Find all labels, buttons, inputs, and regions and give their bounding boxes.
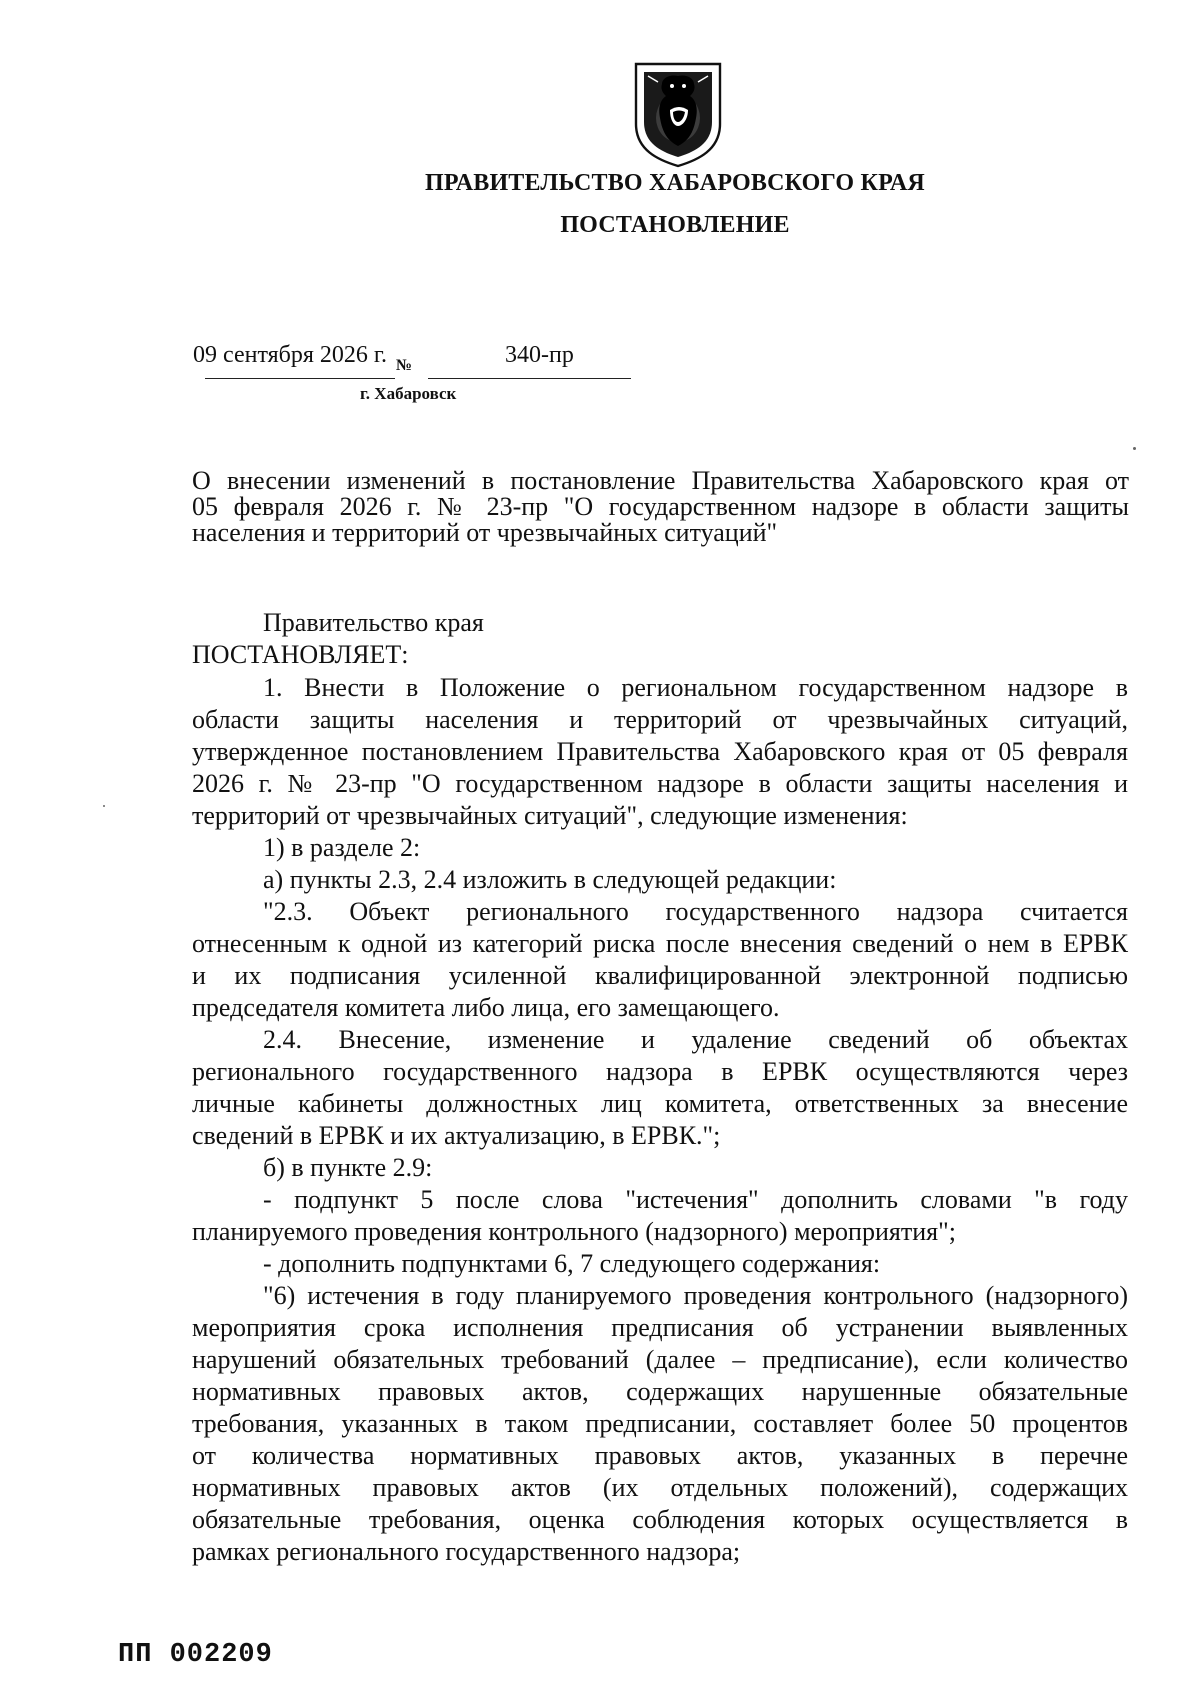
- body-line: ПОСТАНОВЛЯЕТ:: [192, 640, 409, 669]
- body-line: "6) истечения в году планируемого проведения контрольного (надзорного): [263, 1281, 1128, 1310]
- body-line: нормативных правовых актов, содержащих нарушенные обязательные: [192, 1377, 1128, 1406]
- body-line: "2.3. Объект регионального государственного надзора считается: [263, 897, 1128, 926]
- body-line: нарушений обязательных требований (далее – предписание), если количество: [192, 1345, 1128, 1374]
- body-line: - подпункт 5 после слова "истечения" дополнить словами "в году: [263, 1185, 1128, 1214]
- body-line: нормативных правовых актов (их отдельных положений), содержащих: [192, 1473, 1128, 1502]
- body-line: б) в пункте 2.9:: [263, 1153, 433, 1182]
- body-line: личные кабинеты должностных лиц комитета, ответственных за внесение: [192, 1089, 1128, 1118]
- body-line: обязательные требования, оценка соблюдения которых осуществляется в: [192, 1505, 1128, 1534]
- number-sign: №: [396, 357, 413, 374]
- body-line: сведений в ЕРВК и их актуализацию, в ЕРВК.";: [192, 1121, 721, 1150]
- organization-title: ПРАВИТЕЛЬСТВО ХАБАРОВСКОГО КРАЯ: [425, 170, 925, 196]
- body-line: 1) в разделе 2:: [263, 833, 421, 862]
- document-type-title: ПОСТАНОВЛЕНИЕ: [560, 212, 790, 238]
- body-line: регионального государственного надзора в ЕРВК осуществляются через: [192, 1057, 1128, 1086]
- body-line: рамках регионального государственного надзора;: [192, 1537, 741, 1566]
- scan-speck: [1133, 447, 1136, 450]
- body-line: председателя комитета либо лица, его замещающего.: [192, 993, 780, 1022]
- body-line: 1. Внести в Положение о региональном государственном надзоре в: [263, 673, 1128, 702]
- body-line: территорий от чрезвычайных ситуаций", следующие изменения:: [192, 801, 908, 830]
- body-line: от количества нормативных правовых актов, указанных в перечне: [192, 1441, 1128, 1470]
- number-underline: [428, 378, 631, 379]
- body-line: отнесенным к одной из категорий риска после внесения сведений о нем в ЕРВК: [192, 929, 1128, 958]
- body-line: 2026 г. № 23-пр "О государственном надзоре в области защиты населения и: [192, 769, 1128, 798]
- body-line: области защиты населения и территорий от чрезвычайных ситуаций,: [192, 705, 1128, 734]
- body-line: планируемого проведения контрольного (надзорного) мероприятия";: [192, 1217, 956, 1246]
- body-line: и их подписания усиленной квалифицированной электронной подписью: [192, 961, 1128, 990]
- document-serial-number: ПП 002209: [118, 1640, 273, 1670]
- document-number: 340-пр: [505, 342, 574, 368]
- body-line: утвержденное постановлением Правительства Хабаровского края от 05 февраля: [192, 737, 1128, 766]
- document-city: г. Хабаровск: [360, 384, 457, 403]
- body-line: а) пункты 2.3, 2.4 изложить в следующей редакции:: [263, 865, 837, 894]
- subject-line: 05 февраля 2026 г. № 23-пр "О государственном надзоре в области защиты: [192, 492, 1129, 521]
- body-line: - дополнить подпунктами 6, 7 следующего содержания:: [263, 1249, 881, 1278]
- document-date: 09 сентября 2026 г.: [193, 342, 388, 368]
- subject-line: населения и территорий от чрезвычайных ситуаций": [192, 518, 778, 547]
- body-line: Правительство края: [263, 608, 484, 637]
- date-underline: [205, 378, 395, 379]
- body-line: мероприятия срока исполнения предписания об устранении выявленных: [192, 1313, 1128, 1342]
- body-line: требования, указанных в таком предписании, составляет более 50 процентов: [192, 1409, 1128, 1438]
- subject-line: О внесении изменений в постановление Правительства Хабаровского края от: [192, 466, 1129, 495]
- scan-speck: [103, 805, 105, 807]
- body-line: 2.4. Внесение, изменение и удаление сведений об объектах: [263, 1025, 1128, 1054]
- coat-of-arms-emblem: [632, 60, 724, 168]
